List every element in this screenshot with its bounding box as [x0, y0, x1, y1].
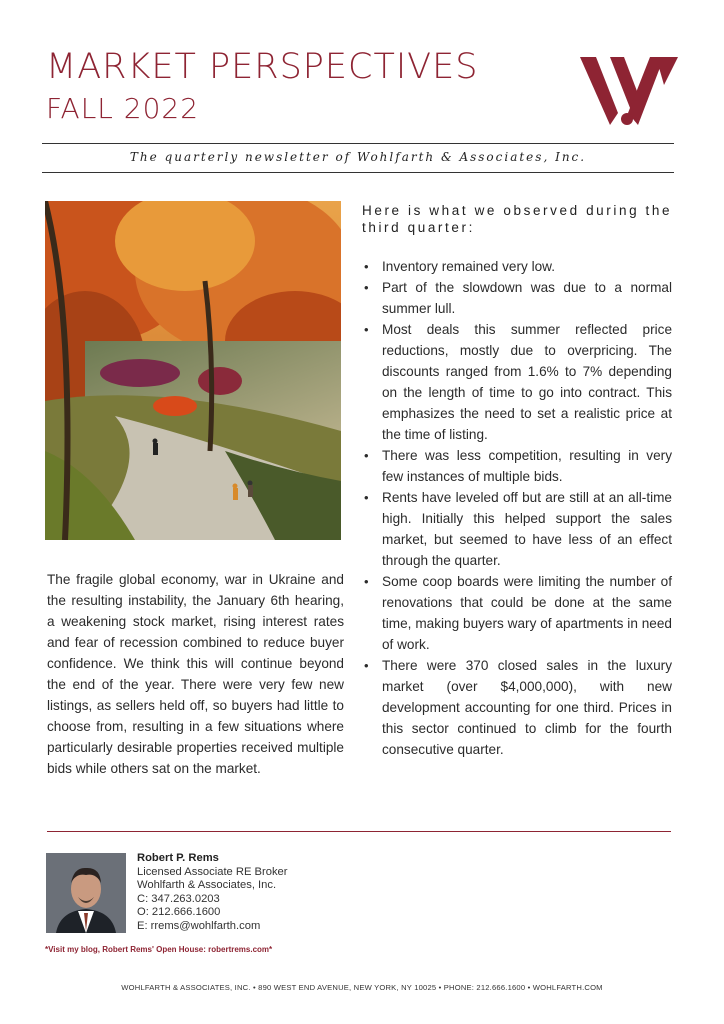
agent-headshot-photo	[46, 853, 126, 933]
agent-email[interactable]: E: rrems@wohlfarth.com	[137, 919, 261, 932]
agent-title: Licensed Associate RE Broker	[137, 865, 288, 878]
wa-monogram-logo-icon	[580, 55, 678, 127]
observations-heading: Here is what we observed during the third quarter:	[362, 203, 673, 235]
newsletter-tagline: The quarterly newsletter of Wohlfarth & Associates, Inc.	[129, 150, 587, 164]
central-park-autumn-photo	[45, 201, 341, 540]
observations-list	[362, 256, 672, 760]
agent-cell-phone: C: 347.263.0203	[137, 892, 220, 905]
list-item: • Rents have leveled off but are still at an all-time high. Initially this helped support the sales market, but seemed to have less of an effect through the quarter.	[364, 490, 672, 568]
agent-office-phone: O: 212.666.1600	[137, 906, 221, 919]
market-summary-paragraph: The fragile global economy, war in Ukraine and the resulting instability, the January 6th hearing, a weakening stock market, rising interest rates and fear of recession combined to reduce buyer confidence. We think this will continue beyond the end of the year. There were very few new listings, as sellers held off, so buyers had little to choose from, resulting in a few situations where particularly desirable properties received multiple bids while others sat on the market.	[47, 572, 344, 776]
agent-name: Robert P. Rems	[137, 852, 219, 864]
list-item: • Part of the slowdown was due to a normal summer lull.	[364, 280, 672, 316]
header-rule-top	[42, 143, 674, 144]
list-item: • There were 370 closed sales in the luxury market (over $4,000,000), with new development accounting for one third. Prices in this sector continued to climb for the fourth consecutive quarter.	[364, 658, 672, 757]
list-item: • Most deals this summer reflected price reductions, mostly due to overpricing. The discounts ranged from 1.6% to 7% depending on the length of time to go into contract. This emphasizes the need to set a realistic price at the time of listing.	[364, 322, 672, 442]
list-item: • Some coop boards were limiting the number of renovations that could be done at the same time, making buyers wary of apartments in need of work.	[364, 574, 672, 652]
agent-company: Wohlfarth & Associates, Inc.	[137, 879, 277, 892]
newsletter-issue: FALL 2022	[46, 92, 200, 125]
list-item: • There was less competition, resulting in very few instances of multiple bids.	[364, 448, 672, 484]
section-divider	[47, 831, 671, 832]
blog-link[interactable]: *Visit my blog, Robert Rems' Open House: robertrems.com*	[45, 945, 273, 954]
newsletter-title: MARKET PERSPECTIVES	[46, 47, 479, 87]
company-footer: WOHLFARTH & ASSOCIATES, INC. • 890 WEST END AVENUE, NEW YORK, NY 10025 • PHONE: 212.666.1600 • WOHLFARTH.COM	[121, 983, 603, 992]
header-rule-bottom	[42, 172, 674, 173]
agent-contact-card	[137, 852, 287, 934]
list-item: • Inventory remained very low.	[364, 259, 556, 274]
